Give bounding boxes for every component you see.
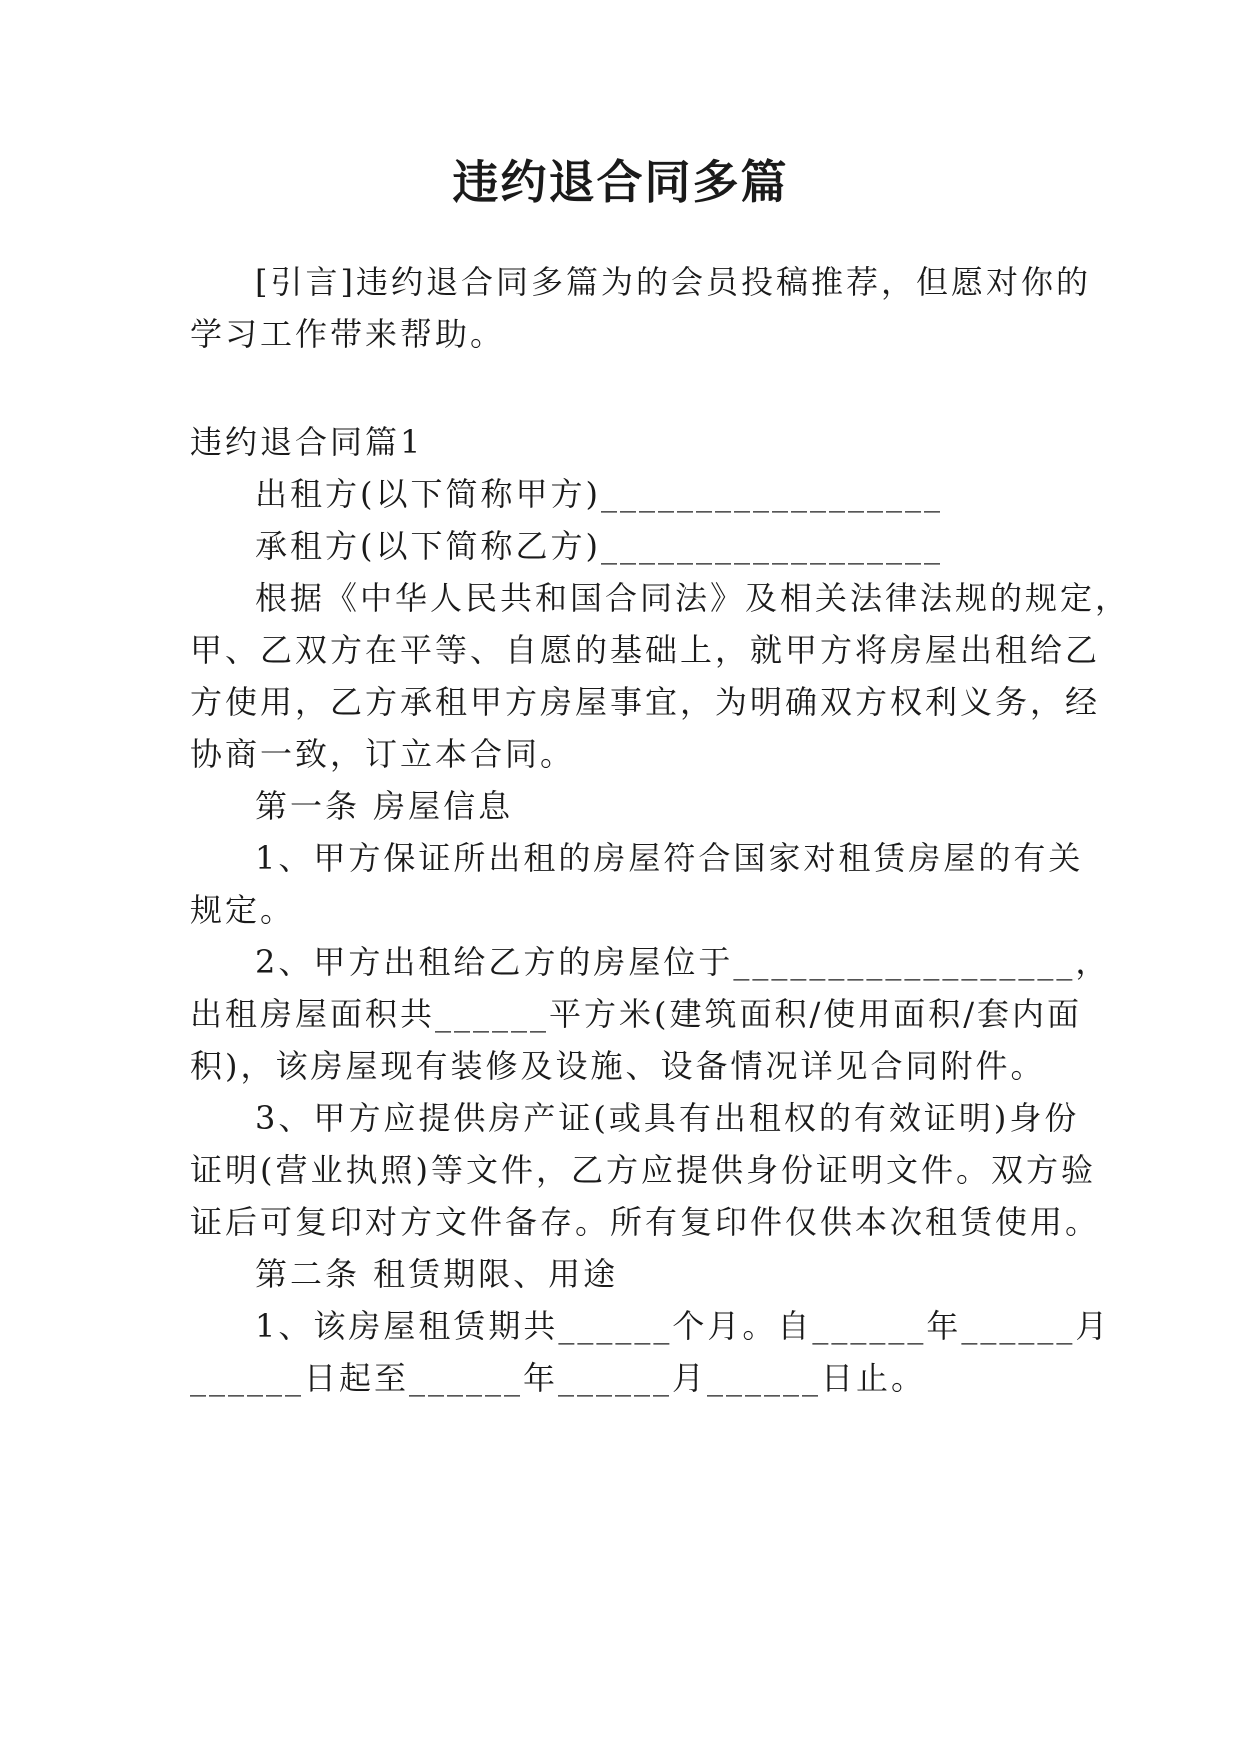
intro-line-2: 学习工作带来帮助。 [190,315,506,353]
article-1-heading: 第一条 房屋信息 [255,787,514,825]
document-title: 违约退合同多篇 [452,155,789,209]
lessor-line: 出租方(以下简称甲方)__________________ [255,475,943,513]
clause-1-1-line-1: 1、甲方保证所出租的房屋符合国家对租赁房屋的有关 [255,839,1084,877]
preamble-line-1: 根据《中华人民共和国合同法》及相关法律法规的规定， [255,579,1131,617]
clause-1-3-line-3: 证后可复印对方文件备存。所有复印件仅供本次租赁使用。 [190,1203,1101,1241]
clause-1-1-line-2: 规定。 [190,891,296,929]
preamble-line-4: 协商一致，订立本合同。 [190,735,576,773]
clause-2-1-line-1: 1、该房屋租赁期共______个月。自______年______月 [255,1307,1111,1345]
article-2-heading: 第二条 租赁期限、用途 [255,1255,619,1293]
preamble-line-2: 甲、乙双方在平等、自愿的基础上，就甲方将房屋出租给乙 [190,631,1101,669]
clause-1-2-line-1: 2、甲方出租给乙方的房屋位于__________________， [255,943,1111,981]
preamble-line-3: 方使用，乙方承租甲方房屋事宜，为明确双方权利义务，经 [190,683,1101,721]
lessee-line: 承租方(以下简称乙方)__________________ [255,527,943,565]
section-heading-1: 违约退合同篇1 [190,423,424,461]
clause-1-3-line-1: 3、甲方应提供房产证(或具有出租权的有效证明)身份 [255,1099,1080,1137]
intro-line-1: [引言]违约退合同多篇为的会员投稿推荐，但愿对你的 [255,263,1091,301]
clause-2-1-line-2: ______日起至______年______月______日止。 [190,1359,927,1397]
clause-1-2-line-2: 出租房屋面积共______平方米(建筑面积/使用面积/套内面 [190,995,1083,1033]
clause-1-2-line-3: 积)，该房屋现有装修及设施、设备情况详见合同附件。 [190,1047,1046,1085]
clause-1-3-line-2: 证明(营业执照)等文件，乙方应提供身份证明文件。双方验 [190,1151,1096,1189]
